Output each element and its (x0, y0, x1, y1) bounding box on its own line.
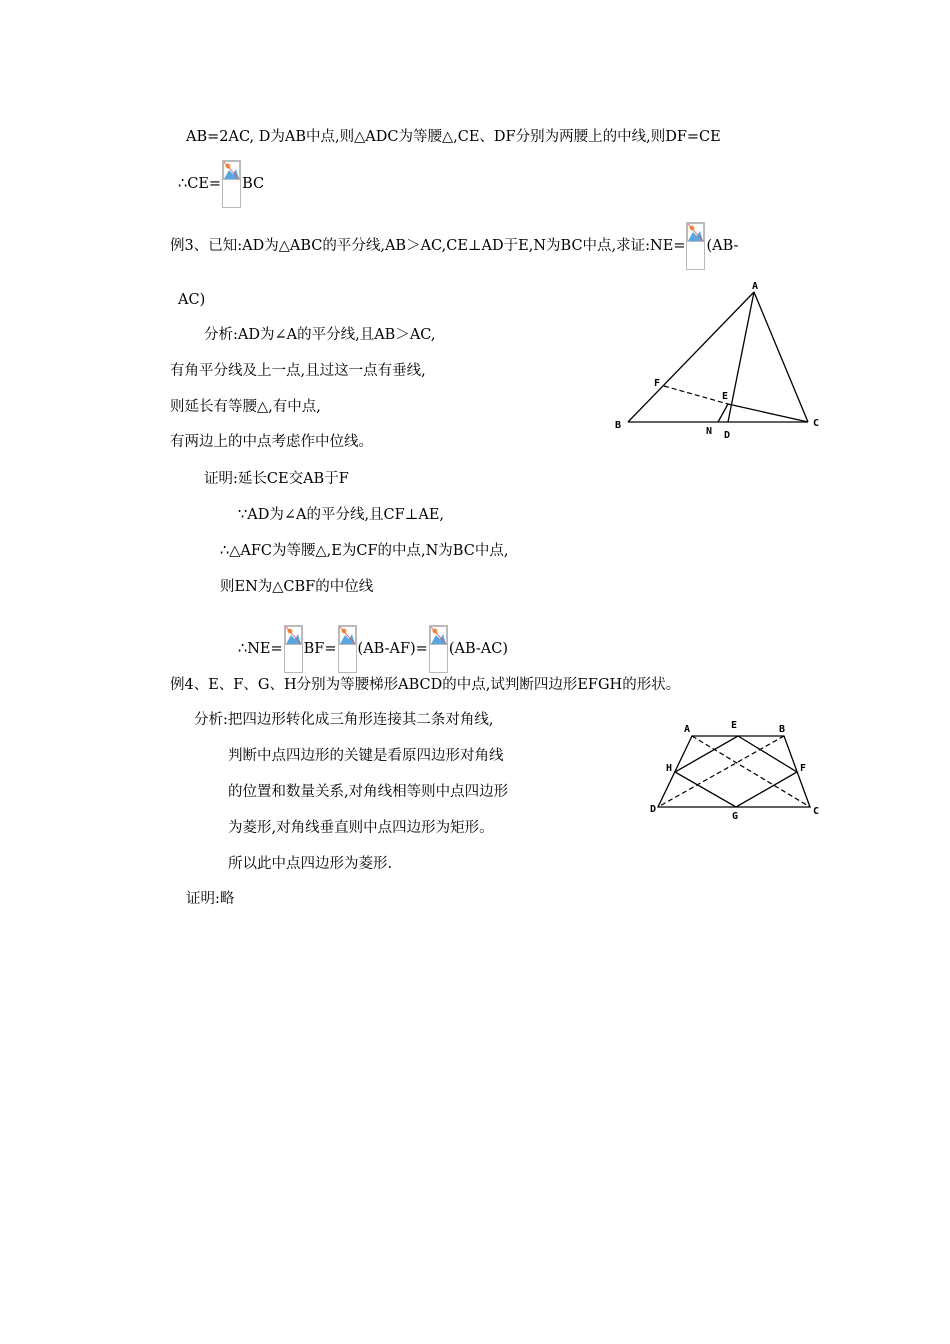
label-b: B (615, 420, 622, 431)
ce-equals: ∴CE= (178, 176, 222, 192)
label-f: F (800, 763, 807, 774)
example-3-statement (170, 222, 738, 270)
bf-equals: BF= (303, 641, 337, 657)
label-d: D (724, 430, 731, 441)
label-e: E (722, 391, 729, 402)
proof-3-line-2: ∵AD为∠A的平分线,且CF⊥AE, (238, 507, 445, 523)
proof-3-line-4: 则EN为△CBF的中位线 (220, 579, 374, 595)
example-3-text-end: (AB- (706, 238, 739, 254)
example-3-text: 例3、已知:AD为△ABC的平分线,AB＞AC,CE⊥AD于E,N为BC中点,求证:NE= (170, 238, 686, 254)
ne-equals: ∴NE= (238, 641, 283, 657)
broken-image-icon (338, 625, 357, 673)
analysis-4-line-1: 分析:把四边形转化成三角形连接其二条对角线, (194, 712, 494, 728)
proof-4: 证明:略 (186, 891, 235, 907)
label-h: H (666, 763, 673, 774)
broken-image-icon (429, 625, 448, 673)
trapezoid-diagram (648, 717, 828, 823)
proof-3-line-5 (238, 625, 508, 673)
example-4-statement: 例4、E、F、G、H分别为等腰梯形ABCD的中点,试判断四边形EFGH的形状。 (170, 677, 681, 693)
label-n: N (706, 426, 713, 437)
label-d: D (650, 804, 657, 815)
label-a: A (752, 281, 759, 292)
broken-image-icon (686, 222, 705, 270)
analysis-4-line-5: 所以此中点四边形为菱形. (228, 856, 393, 872)
text-line-1: AB=2AC, D为AB中点,则△ADC为等腰△,CE、DF分别为两腰上的中线,则DF=CE (186, 129, 721, 145)
label-c: C (813, 418, 820, 429)
analysis-3-line-1: 分析:AD为∠A的平分线,且AB＞AC, (204, 327, 436, 343)
label-b: B (779, 724, 786, 735)
text-line-2 (178, 160, 264, 208)
analysis-3-line-4: 有两边上的中点考虑作中位线。 (170, 434, 373, 450)
label-c: C (813, 806, 820, 817)
proof-3-line-1: 证明:延长CE交AB于F (204, 471, 349, 487)
ab-af-equals: (AB-AF)= (357, 641, 428, 657)
triangle-diagram (610, 276, 832, 442)
example-3-continuation: AC) (178, 292, 206, 308)
bc-text: BC (242, 176, 265, 192)
label-e: E (731, 720, 738, 731)
broken-image-icon (284, 625, 303, 673)
proof-3-line-3: ∴△AFC为等腰△,E为CF的中点,N为BC中点, (220, 543, 509, 559)
analysis-4-line-3: 的位置和数量关系,对角线相等则中点四边形 (228, 784, 509, 800)
label-a: A (684, 724, 691, 735)
analysis-4-line-2: 判断中点四边形的关键是看原四边形对角线 (228, 748, 504, 764)
label-f: F (654, 378, 661, 389)
broken-image-icon (222, 160, 241, 208)
analysis-3-line-3: 则延长有等腰△,有中点, (170, 399, 321, 415)
analysis-3-line-2: 有角平分线及上一点,且过这一点有垂线, (170, 363, 426, 379)
label-g: G (732, 811, 739, 822)
ab-ac-text: (AB-AC) (448, 641, 509, 657)
analysis-4-line-4: 为菱形,对角线垂直则中点四边形为矩形。 (228, 820, 494, 836)
